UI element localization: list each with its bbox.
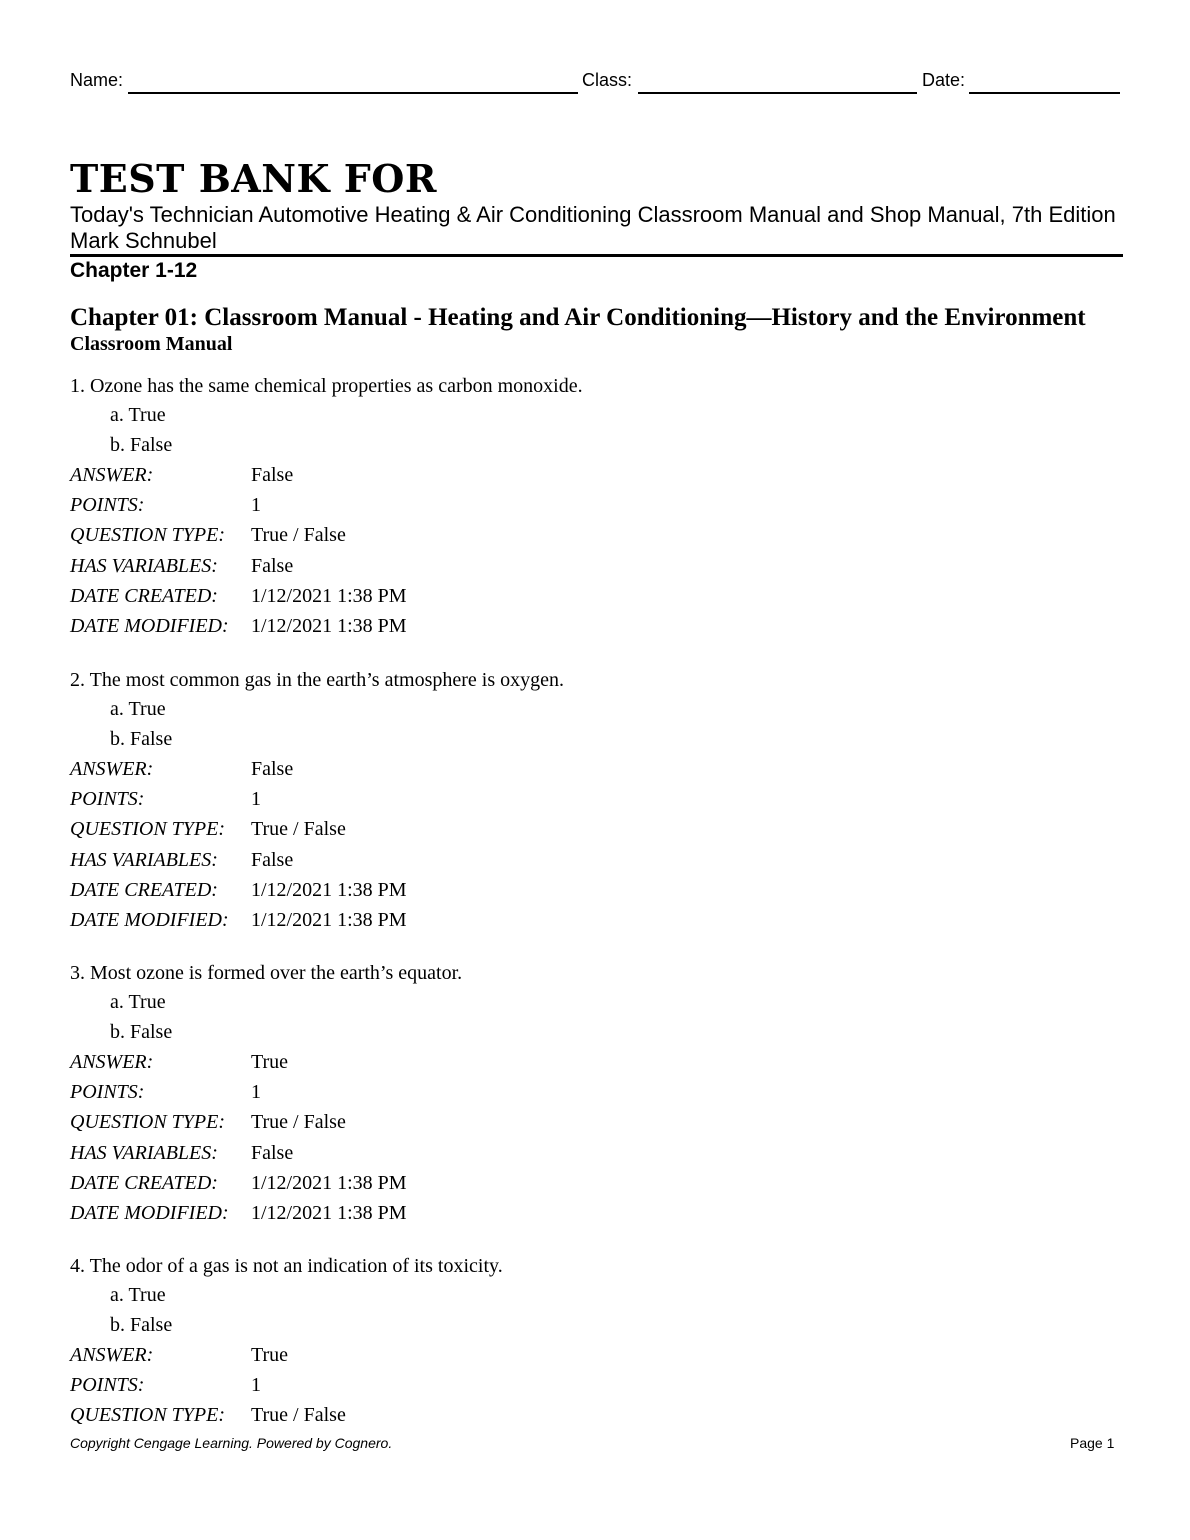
book-title: Today's Technician Automotive Heating & Air Conditioning Classroom Manual and Shop Manual, 7th Edition Mark Schnubel [70, 202, 1116, 253]
answer-value: True [251, 1051, 289, 1073]
option-false: b. False [110, 1314, 173, 1336]
question-type-row [70, 814, 564, 844]
question-type-key: QUESTION TYPE: [70, 1111, 226, 1134]
student-info-header [70, 70, 1120, 96]
option-true: a. True [110, 698, 166, 720]
date-modified-row [70, 611, 583, 641]
question-2 [70, 666, 564, 935]
points-row [70, 1077, 462, 1107]
question-type-key: QUESTION TYPE: [70, 1404, 226, 1427]
question-text: 3. Most ozone is formed over the earth’s equator. [70, 962, 463, 984]
has-variables-row [70, 1138, 462, 1168]
option-true: a. True [110, 404, 166, 426]
points-row [70, 784, 564, 814]
date-created-row [70, 1168, 462, 1198]
points-key: POINTS: [70, 788, 145, 811]
answer-key: ANSWER: [70, 1051, 154, 1073]
answer-row [70, 460, 583, 490]
question-text: 4. The odor of a gas is not an indication of its toxicity. [70, 1255, 503, 1277]
date-created-value: 1/12/2021 1:38 PM [251, 1171, 407, 1194]
option-true: a. True [110, 991, 166, 1013]
question-type-row [70, 520, 583, 550]
date-modified-key: DATE MODIFIED: [70, 908, 229, 931]
title-divider [70, 254, 1123, 257]
has-variables-row [70, 551, 583, 581]
points-value: 1 [251, 788, 261, 811]
test-bank-title: TEST BANK FOR [70, 156, 437, 201]
has-variables-value: False [251, 1141, 294, 1164]
question-type-value: True / False [251, 524, 346, 547]
points-value: 1 [251, 494, 261, 517]
points-value: 1 [251, 1081, 261, 1104]
name-label: Name: [70, 70, 124, 90]
answer-key: ANSWER: [70, 758, 154, 780]
section-title: Classroom Manual [70, 333, 233, 355]
answer-row [70, 1047, 462, 1077]
date-created-value: 1/12/2021 1:38 PM [251, 584, 407, 607]
points-row [70, 490, 583, 520]
option-false: b. False [110, 434, 173, 456]
question-4 [70, 1252, 503, 1431]
answer-key: ANSWER: [70, 1344, 154, 1366]
answer-value: True [251, 1344, 289, 1366]
question-3 [70, 959, 462, 1228]
date-field[interactable] [969, 92, 1120, 94]
date-created-key: DATE CREATED: [70, 584, 218, 607]
answer-row [70, 1340, 503, 1370]
answer-value: False [251, 758, 294, 780]
points-key: POINTS: [70, 1081, 145, 1104]
option-true: a. True [110, 1284, 166, 1306]
has-variables-key: HAS VARIABLES: [70, 1141, 218, 1164]
has-variables-value: False [251, 554, 294, 577]
date-modified-row [70, 905, 564, 935]
question-1 [70, 372, 583, 641]
question-text: 2. The most common gas in the earth’s atmosphere is oxygen. [70, 669, 564, 691]
option-false: b. False [110, 728, 173, 750]
question-type-row [70, 1107, 462, 1137]
date-modified-row [70, 1198, 462, 1228]
question-type-value: True / False [251, 1111, 346, 1134]
question-type-value: True / False [251, 1404, 346, 1427]
date-modified-key: DATE MODIFIED: [70, 614, 229, 637]
date-modified-value: 1/12/2021 1:38 PM [251, 1201, 407, 1224]
date-created-key: DATE CREATED: [70, 878, 218, 901]
date-modified-value: 1/12/2021 1:38 PM [251, 908, 407, 931]
points-row [70, 1370, 503, 1400]
option-false: b. False [110, 1021, 173, 1043]
date-modified-key: DATE MODIFIED: [70, 1201, 229, 1224]
date-created-value: 1/12/2021 1:38 PM [251, 878, 407, 901]
chapter-title: Chapter 01: Classroom Manual - Heating and Air Conditioning—History and the Environment [70, 304, 1086, 331]
date-created-row [70, 875, 564, 905]
date-modified-value: 1/12/2021 1:38 PM [251, 614, 407, 637]
points-value: 1 [251, 1374, 261, 1397]
answer-value: False [251, 464, 294, 486]
copyright-footer: Copyright Cengage Learning. Powered by Cognero. [70, 1435, 393, 1451]
points-key: POINTS: [70, 494, 145, 517]
date-created-row [70, 581, 583, 611]
name-field[interactable] [128, 92, 578, 94]
has-variables-value: False [251, 848, 294, 871]
class-label: Class: [582, 70, 633, 90]
has-variables-row [70, 845, 564, 875]
class-field[interactable] [638, 92, 917, 94]
question-type-value: True / False [251, 818, 346, 841]
has-variables-key: HAS VARIABLES: [70, 554, 218, 577]
question-type-key: QUESTION TYPE: [70, 818, 226, 841]
has-variables-key: HAS VARIABLES: [70, 848, 218, 871]
question-type-key: QUESTION TYPE: [70, 524, 226, 547]
date-created-key: DATE CREATED: [70, 1171, 218, 1194]
date-label: Date: [922, 70, 966, 90]
chapter-range: Chapter 1-12 [70, 259, 198, 282]
page-number: Page 1 [1070, 1435, 1115, 1451]
points-key: POINTS: [70, 1374, 145, 1397]
answer-key: ANSWER: [70, 464, 154, 486]
question-text: 1. Ozone has the same chemical properties as carbon monoxide. [70, 375, 583, 397]
answer-row [70, 754, 564, 784]
question-type-row [70, 1400, 503, 1430]
